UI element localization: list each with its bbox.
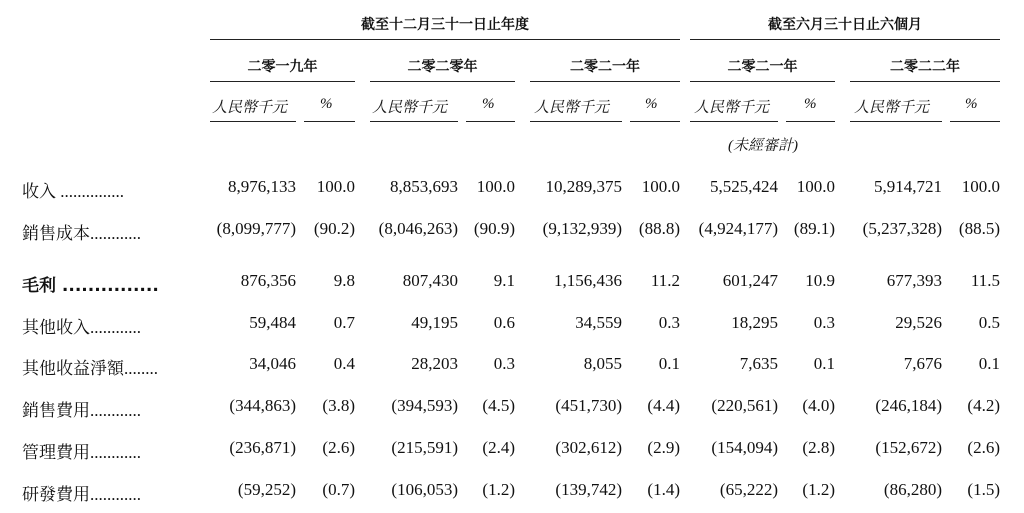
- percent-cell: (2.8): [802, 438, 835, 457]
- amount-cell: 807,430: [402, 271, 458, 290]
- percent-cell: 0.1: [813, 354, 835, 373]
- amount-cell: (59,252): [237, 480, 296, 499]
- rule-year-2021-h1: [690, 81, 835, 82]
- unit-label-5: 人民幣千元: [854, 100, 930, 116]
- row-label: 管理費用............: [22, 443, 141, 462]
- header-year-ended: 截至十二月三十一日止年度: [361, 17, 529, 33]
- amount-cell: 59,484: [249, 313, 296, 332]
- unit-label-3: 人民幣千元: [534, 100, 610, 116]
- percent-cell: 0.3: [493, 354, 515, 373]
- percent-cell: (88.8): [638, 219, 680, 238]
- percent-cell: 0.1: [658, 354, 680, 373]
- percent-cell: (1.4): [647, 480, 680, 499]
- percent-cell: (2.4): [482, 438, 515, 457]
- percent-cell: (0.7): [322, 480, 355, 499]
- row-label: 收入 ...............: [22, 182, 124, 201]
- percent-cell: (88.5): [958, 219, 1000, 238]
- percent-cell: 100.0: [476, 177, 515, 196]
- rule-unit-5: [850, 121, 942, 122]
- amount-cell: (152,672): [875, 438, 942, 457]
- percent-cell: 0.3: [658, 313, 680, 332]
- amount-cell: 8,055: [583, 354, 622, 373]
- percent-cell: (90.2): [313, 219, 355, 238]
- amount-cell: (236,871): [229, 438, 296, 457]
- year-header-2019: 二零一九年: [247, 59, 318, 75]
- amount-cell: 601,247: [722, 271, 778, 290]
- year-header-2022-h1: 二零二二年: [890, 59, 960, 75]
- rule-group2: [690, 39, 1000, 40]
- percent-cell: (1.2): [482, 480, 515, 499]
- pct-label-1: %: [320, 96, 333, 112]
- percent-cell: 0.6: [493, 313, 515, 332]
- pct-label-2: %: [482, 96, 495, 112]
- percent-cell: (2.6): [322, 438, 355, 457]
- percent-cell: (89.1): [793, 219, 835, 238]
- unit-label-4: 人民幣千元: [694, 100, 770, 116]
- pct-label-5: %: [965, 96, 978, 112]
- amount-cell: (106,053): [391, 480, 458, 499]
- pct-label-3: %: [645, 96, 658, 112]
- amount-cell: 5,525,424: [710, 177, 778, 196]
- amount-cell: 677,393: [886, 271, 942, 290]
- amount-cell: 1,156,436: [554, 271, 622, 290]
- percent-cell: 0.1: [978, 354, 1000, 373]
- amount-cell: (154,094): [711, 438, 778, 457]
- amount-cell: (139,742): [555, 480, 622, 499]
- amount-cell: 8,853,693: [390, 177, 458, 196]
- rule-pct-1: [304, 121, 355, 122]
- percent-cell: (4.5): [482, 396, 515, 415]
- amount-cell: 7,635: [739, 354, 778, 373]
- row-label: 其他收入............: [22, 318, 141, 337]
- amount-cell: 18,295: [731, 313, 778, 332]
- amount-cell: 28,203: [411, 354, 458, 373]
- amount-cell: (451,730): [555, 396, 622, 415]
- amount-cell: 49,195: [411, 313, 458, 332]
- amount-cell: (220,561): [711, 396, 778, 415]
- amount-cell: (302,612): [555, 438, 622, 457]
- row-label: 毛利 ...............: [22, 276, 159, 296]
- amount-cell: (8,046,263): [378, 219, 458, 238]
- percent-cell: (4.0): [802, 396, 835, 415]
- amount-cell: (394,593): [391, 396, 458, 415]
- rule-pct-3: [630, 121, 680, 122]
- amount-cell: 5,914,721: [874, 177, 942, 196]
- rule-unit-4: [690, 121, 778, 122]
- rule-year-2022-h1: [850, 81, 1000, 82]
- row-label: 銷售成本............: [22, 224, 141, 243]
- percent-cell: (1.5): [967, 480, 1000, 499]
- percent-cell: (2.9): [647, 438, 680, 457]
- percent-cell: 100.0: [316, 177, 355, 196]
- rule-year-2021: [530, 81, 680, 82]
- rule-pct-5: [950, 121, 1000, 122]
- percent-cell: (2.6): [967, 438, 1000, 457]
- percent-cell: 0.7: [333, 313, 355, 332]
- percent-cell: 100.0: [961, 177, 1000, 196]
- percent-cell: 10.9: [805, 271, 835, 290]
- percent-cell: 100.0: [796, 177, 835, 196]
- row-label: 其他收益淨額........: [22, 359, 158, 378]
- amount-cell: (65,222): [719, 480, 778, 499]
- percent-cell: (90.9): [473, 219, 515, 238]
- amount-cell: (344,863): [229, 396, 296, 415]
- amount-cell: 876,356: [240, 271, 296, 290]
- percent-cell: (3.8): [322, 396, 355, 415]
- percent-cell: 0.5: [978, 313, 1000, 332]
- unaudited-note: (未經審計): [728, 138, 798, 154]
- year-header-2020: 二零二零年: [407, 59, 478, 75]
- rule-pct-2: [466, 121, 515, 122]
- unit-label-2: 人民幣千元: [372, 100, 448, 116]
- rule-year-2019: [210, 81, 355, 82]
- percent-cell: 9.8: [333, 271, 355, 290]
- amount-cell: 8,976,133: [228, 177, 296, 196]
- amount-cell: (5,237,328): [862, 219, 942, 238]
- percent-cell: (1.2): [802, 480, 835, 499]
- row-label: 研發費用............: [22, 485, 141, 504]
- pct-label-4: %: [804, 96, 817, 112]
- amount-cell: (8,099,777): [216, 219, 296, 238]
- percent-cell: (4.2): [967, 396, 1000, 415]
- year-header-2021: 二零二一年: [570, 59, 640, 75]
- amount-cell: (86,280): [883, 480, 942, 499]
- amount-cell: 34,046: [249, 354, 296, 373]
- rule-unit-3: [530, 121, 622, 122]
- amount-cell: 29,526: [895, 313, 942, 332]
- unit-label-1: 人民幣千元: [212, 100, 288, 116]
- percent-cell: 0.4: [333, 354, 355, 373]
- percent-cell: 11.2: [650, 271, 680, 290]
- amount-cell: 10,289,375: [545, 177, 622, 196]
- rule-unit-1: [210, 121, 296, 122]
- amount-cell: (215,591): [391, 438, 458, 457]
- row-label: 銷售費用............: [22, 401, 141, 420]
- header-six-months: 截至六月三十日止六個月: [768, 17, 922, 33]
- rule-unit-2: [370, 121, 458, 122]
- amount-cell: (9,132,939): [542, 219, 622, 238]
- percent-cell: (4.4): [647, 396, 680, 415]
- percent-cell: 11.5: [970, 271, 1000, 290]
- percent-cell: 100.0: [641, 177, 680, 196]
- amount-cell: (246,184): [875, 396, 942, 415]
- rule-pct-4: [786, 121, 835, 122]
- amount-cell: (4,924,177): [698, 219, 778, 238]
- rule-year-2020: [370, 81, 515, 82]
- rule-group1: [210, 39, 680, 40]
- percent-cell: 0.3: [813, 313, 835, 332]
- amount-cell: 34,559: [575, 313, 622, 332]
- amount-cell: 7,676: [903, 354, 942, 373]
- percent-cell: 9.1: [493, 271, 515, 290]
- year-header-2021-h1: 二零二一年: [727, 59, 798, 75]
